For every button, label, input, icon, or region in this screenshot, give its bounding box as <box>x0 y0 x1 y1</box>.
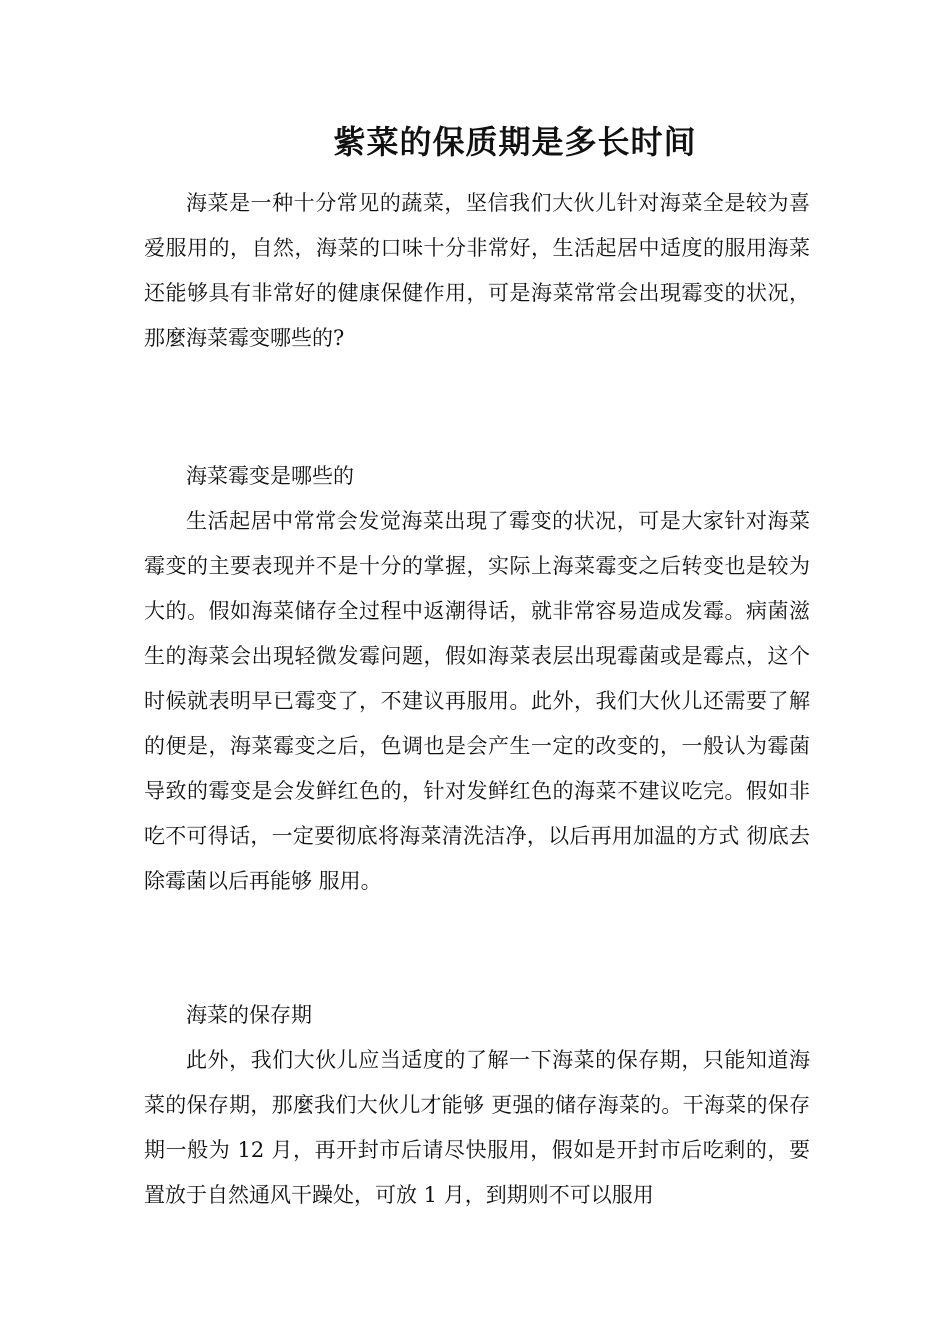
section-body-shelf-life: 此外，我们大伙儿应当适度的了解一下海菜的保存期，只能知道海菜的保存期，那麼我们大伙儿才能够 更强的储存海菜的。干海菜的保存期一般为 12 月，再开封市后请尽快服用，假如是开封市后吃剩的，要置放于自然通风干躁处，可放 1 月，到期则不可以服用 <box>144 1048 810 1207</box>
document-title: 紫菜的保质期是多长时间 <box>333 123 697 161</box>
section-heading-shelf-life: 海菜的保存期 <box>186 1003 312 1027</box>
section-body-mold: 生活起居中常常会发觉海菜出現了霉变的状况，可是大家针对海菜霉变的主要表现并不是十分的掌握，实际上海菜霉变之后转变也是较为大的。假如海菜储存全过程中返潮得话，就非常容易造成发霉。病菌滋生的海菜会出現轻微发霉问题，假如海菜表层出現霉菌或是霉点，这个时候就表明早已霉变了，不建议再服用。此外，我们大伙儿还需要了解的便是，海菜霉变之后，色调也是会产生一定的改变的，一般认为霉菌导致的霉变是会发鲜红色的，针对发鲜红色的海菜不建议吃完。假如非吃不可得话，一定要彻底将海菜清洗洁净，以后再用加温的方式 彻底去除霉菌以后再能够 服用。 <box>144 509 810 893</box>
section-heading-mold: 海菜霉变是哪些的 <box>186 464 354 488</box>
intro-paragraph: 海菜是一种十分常见的蔬菜，坚信我们大伙儿针对海菜全是较为喜爱服用的，自然，海菜的口味十分非常好，生活起居中适度的服用海菜还能够具有非常好的健康保健作用，可是海菜常常会出現霉变的状况，那麼海菜霉变哪些的? <box>144 191 810 350</box>
